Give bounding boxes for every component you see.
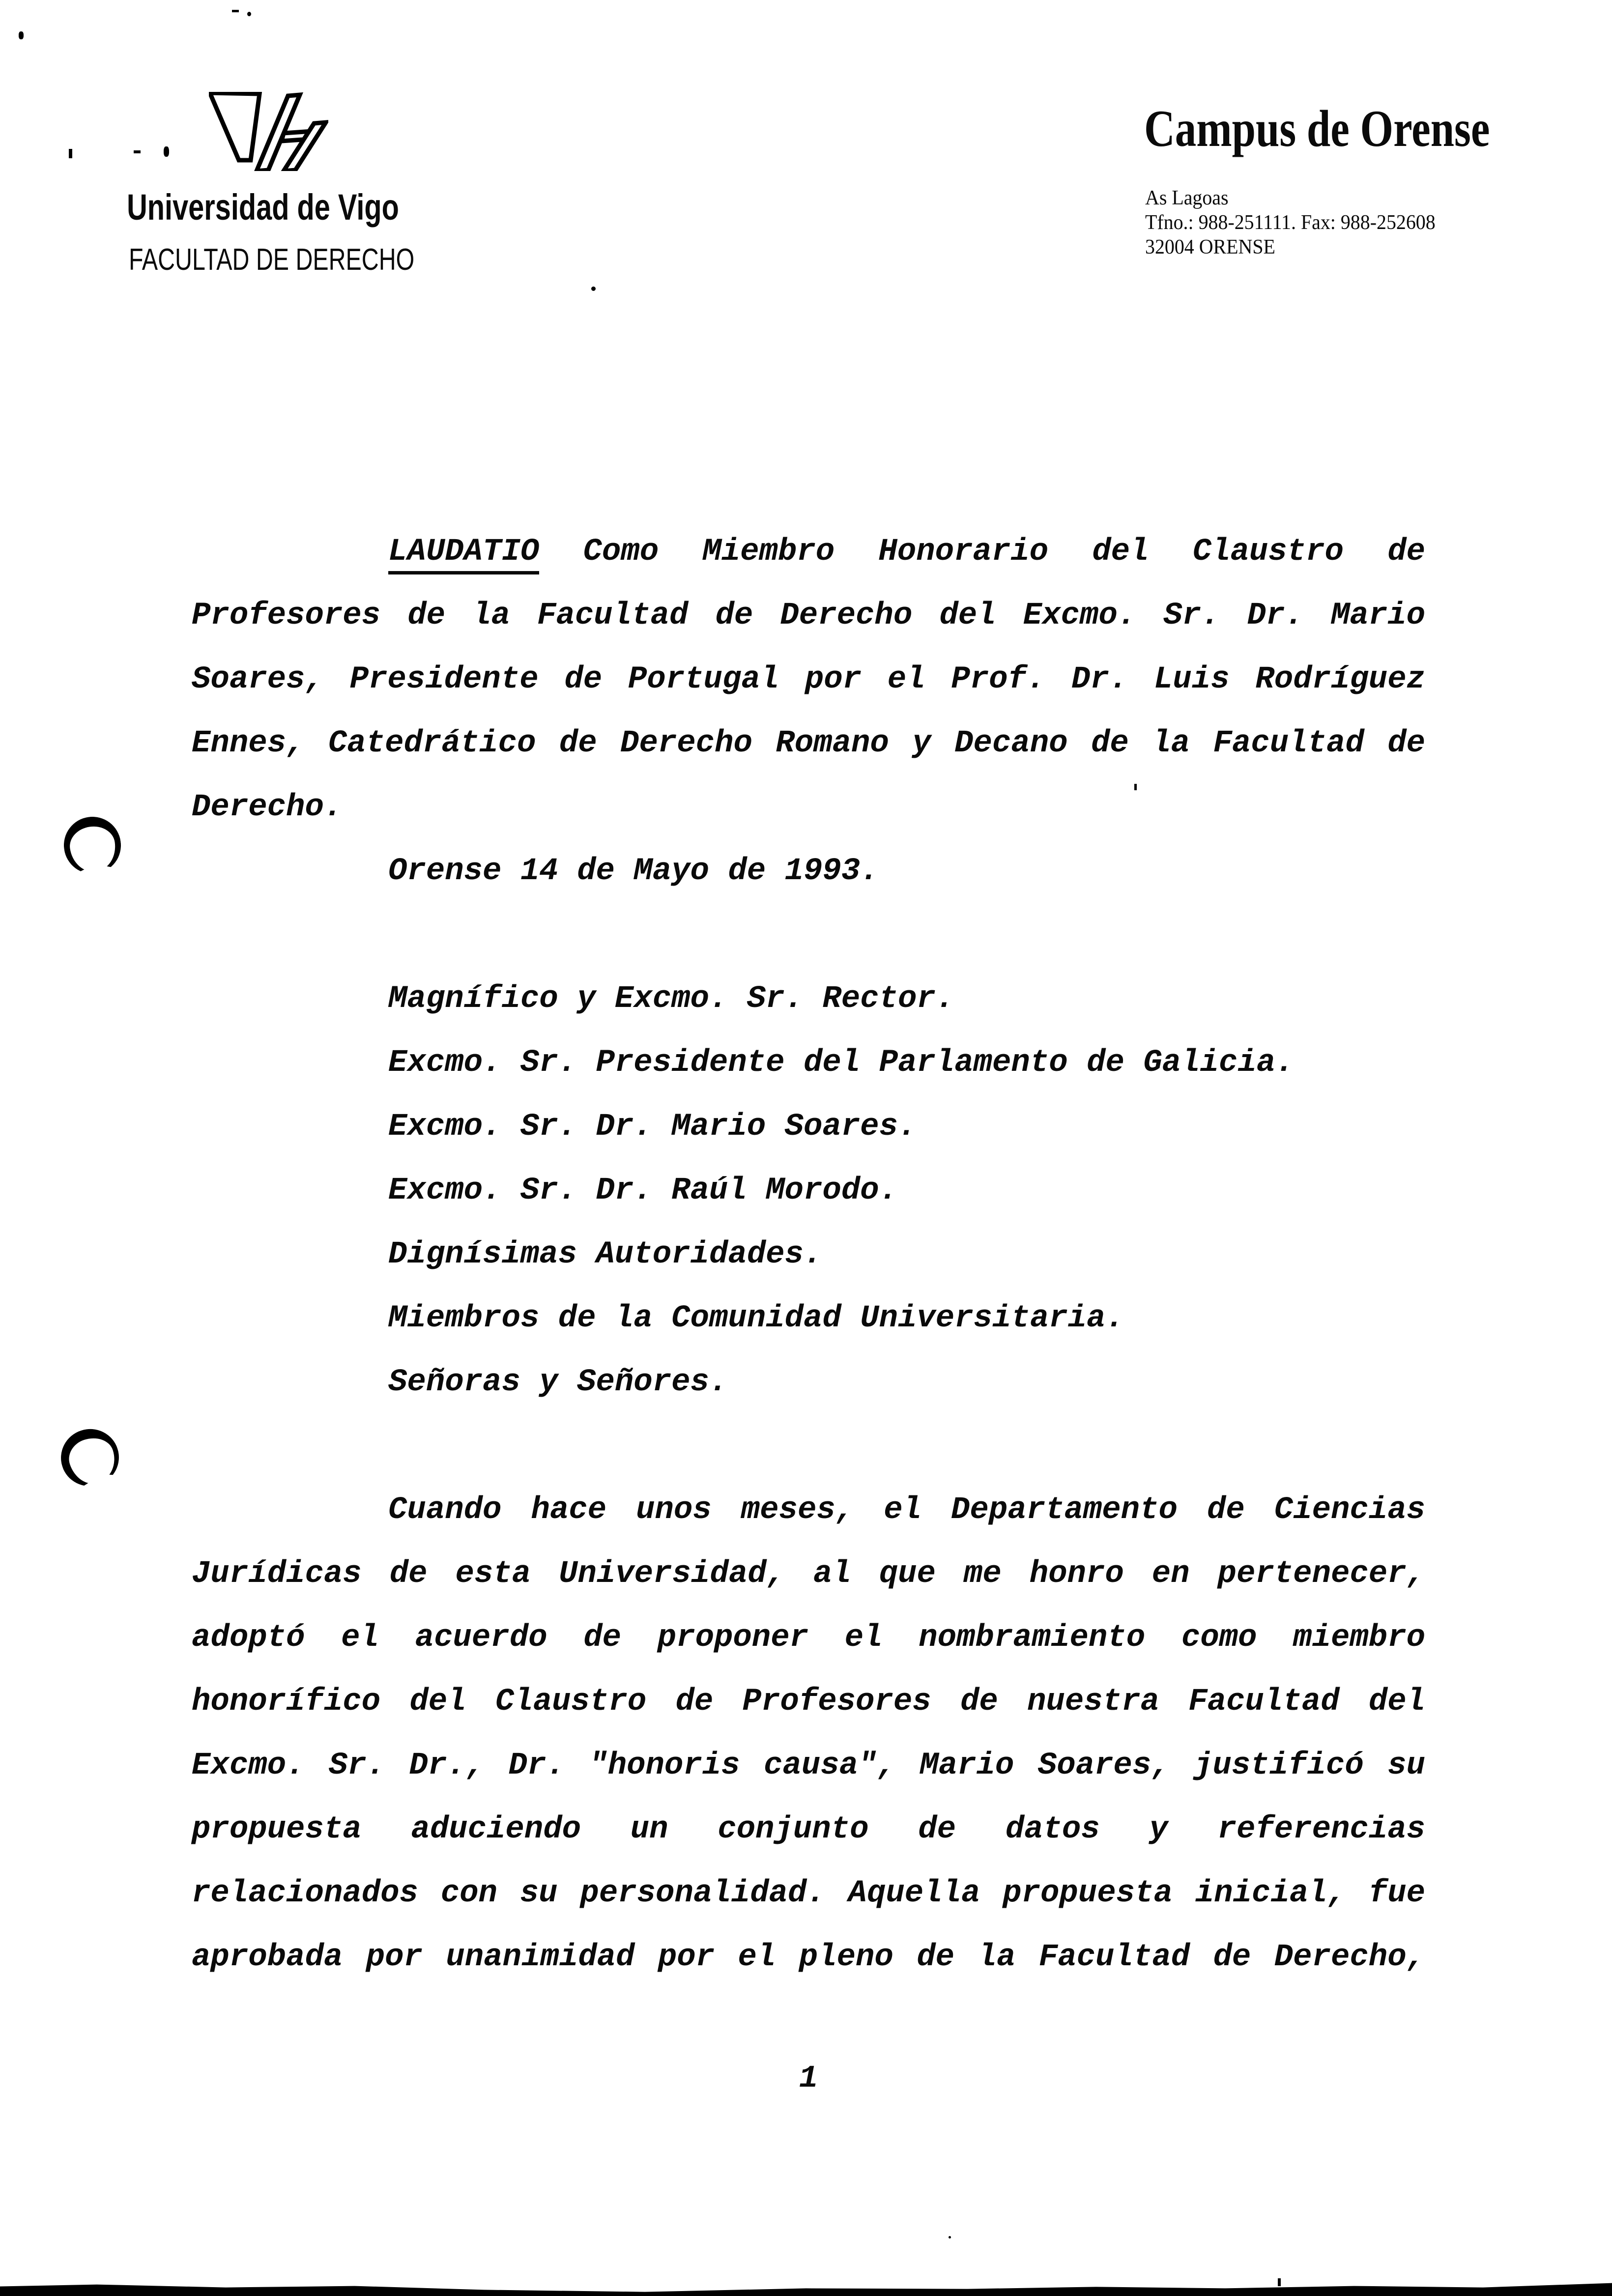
campus-address	[1145, 186, 1436, 259]
scan-speck	[1278, 2278, 1281, 2286]
address-line: Tfno.: 988-251111. Fax: 988-252608	[1145, 211, 1436, 234]
body-line: adoptó el acuerdo de proponer el nombramiento como miembro	[192, 1620, 1425, 1656]
body-line: aprobada por unanimidad por el pleno de la Facultad de Derecho,	[192, 1940, 1425, 1975]
body-line: Dignísimas Autoridades.	[388, 1237, 823, 1272]
faculty-name: FACULTAD DE DERECHO	[128, 243, 415, 277]
body-line	[192, 1414, 1425, 1478]
body-line: Jurídicas de esta Universidad, al que me honro en pertenecer,	[192, 1556, 1425, 1592]
body-line: Señoras y Señores.	[388, 1365, 728, 1400]
body-line: Excmo. Sr. Dr. Mario Soares.	[388, 1109, 917, 1145]
body-line: relacionados con su personalidad. Aquella propuesta inicial, fue	[192, 1876, 1425, 1911]
body-line: Excmo. Sr. Presidente del Parlamento de Galicia.	[388, 1045, 1295, 1081]
scan-speck	[164, 146, 169, 157]
body-line: Excmo. Sr. Dr. Raúl Morodo.	[388, 1173, 898, 1208]
scan-speck	[1134, 784, 1137, 790]
body-line	[192, 903, 1425, 967]
body-line: Orense 14 de Mayo de 1993.	[388, 854, 879, 889]
campus-title: Campus de Orense	[1144, 100, 1490, 157]
body-line: Derecho.	[192, 790, 343, 825]
universidad-de-vigo-logo-icon	[209, 92, 328, 171]
body-line: Magnífico y Excmo. Sr. Rector.	[388, 981, 955, 1017]
address-line: 32004 ORENSE	[1145, 236, 1275, 258]
university-name: Universidad de Vigo	[127, 187, 399, 228]
body-line: Excmo. Sr. Dr., Dr. "honoris causa", Mario Soares, justificó su	[192, 1748, 1425, 1783]
address-line: As Lagoas	[1145, 187, 1229, 209]
body-line: Miembros de la Comunidad Universitaria.	[388, 1301, 1124, 1336]
body-line: LAUDATIO Como Miembro Honorario del Claustro de	[192, 520, 1425, 584]
scan-speck	[591, 287, 596, 291]
scan-speck	[19, 31, 24, 39]
body-line: propuesta aduciendo un conjunto de datos y referencias	[192, 1812, 1425, 1847]
body-line: Cuando hace unos meses, el Departamento de Ciencias	[388, 1492, 1425, 1528]
body-line: Profesores de la Facultad de Derecho del Excmo. Sr. Dr. Mario	[192, 598, 1425, 633]
body-lines	[192, 520, 1425, 1989]
hole-punch-mark	[60, 813, 124, 877]
body-line: Soares, Presidente de Portugal por el Prof. Dr. Luis Rodríguez	[192, 662, 1425, 697]
scan-speck	[69, 149, 72, 158]
underlined-word: LAUDATIO	[388, 534, 539, 574]
page-number: 1	[799, 2061, 818, 2096]
body-line: Ennes, Catedrático de Derecho Romano y Decano de la Facultad de	[192, 726, 1425, 761]
scan-speck	[247, 12, 251, 16]
scan-speck	[232, 10, 239, 12]
scan-speck	[134, 150, 141, 153]
hole-punch-mark	[54, 1422, 126, 1494]
scan-edge-bar	[0, 2281, 1612, 2296]
scan-speck	[949, 2236, 951, 2239]
body-line: honorífico del Claustro de Profesores de nuestra Facultad del	[192, 1684, 1425, 1720]
